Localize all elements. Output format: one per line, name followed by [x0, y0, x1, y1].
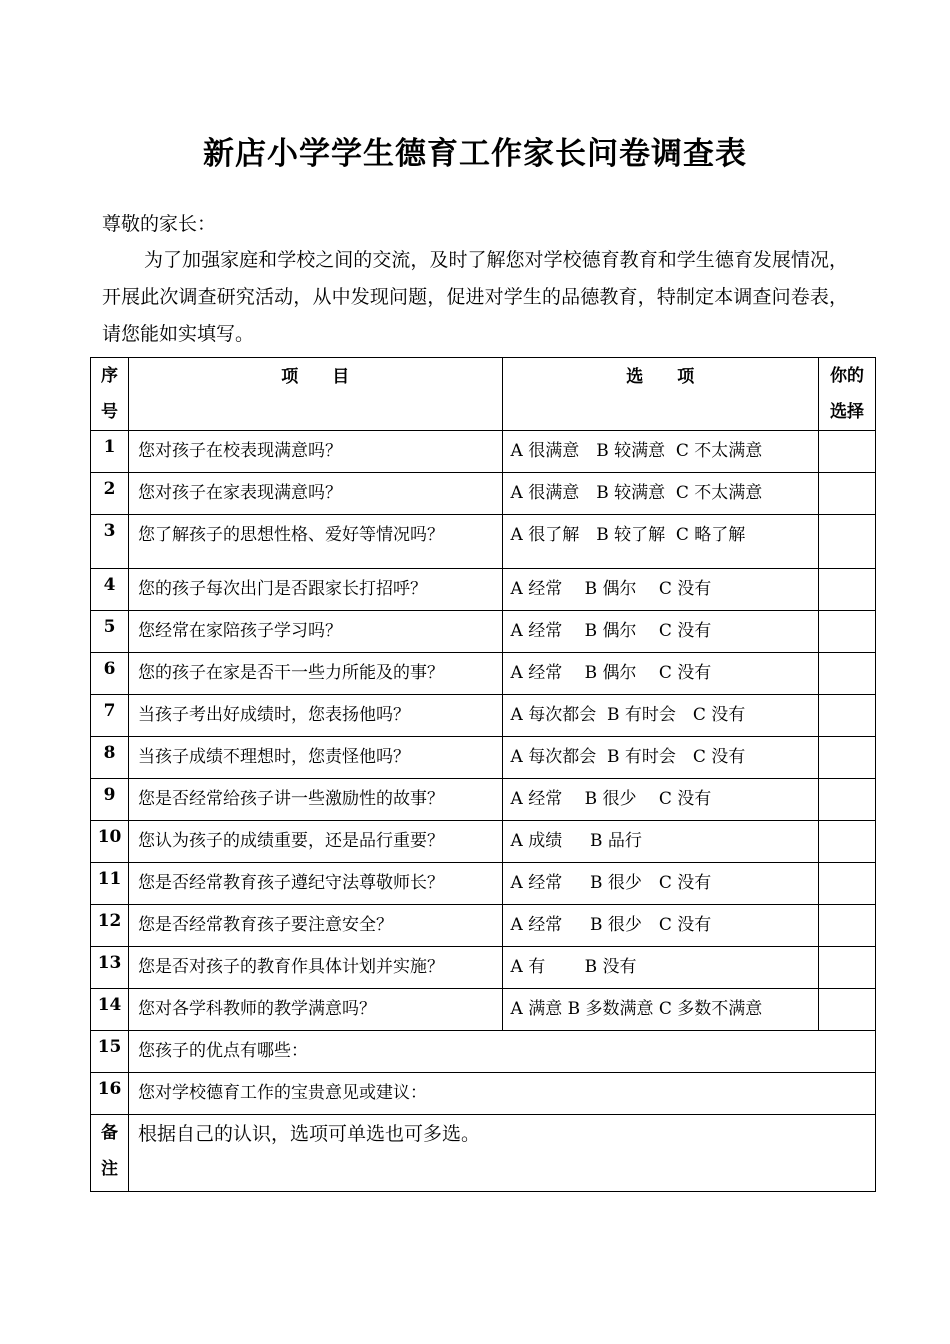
header-number-line2: 号	[101, 402, 119, 422]
header-number	[91, 358, 129, 431]
answer-options: A 满意 B 多数满意 C 多数不满意	[502, 989, 818, 1031]
choice-cell[interactable]	[818, 821, 875, 863]
note-label	[91, 1115, 129, 1192]
note-label-line2: 注	[101, 1159, 119, 1179]
table-row	[91, 473, 876, 515]
row-number: 12	[91, 905, 129, 947]
question-text: 您的孩子每次出门是否跟家长打招呼？	[129, 569, 502, 611]
table-row	[91, 569, 876, 611]
question-text: 您对各学科教师的教学满意吗？	[129, 989, 502, 1031]
note-row	[91, 1115, 876, 1192]
answer-options: A 每次都会 B 有时会 C 没有	[502, 695, 818, 737]
choice-cell[interactable]	[818, 473, 875, 515]
table-header-row	[91, 358, 876, 431]
table-row	[91, 821, 876, 863]
header-options: 选 项	[502, 358, 818, 431]
row-number: 6	[91, 653, 129, 695]
row-number: 14	[91, 989, 129, 1031]
answer-options: A 经常 B 很少 C 没有	[502, 905, 818, 947]
answer-options: A 很了解 B 较了解 C 略了解	[502, 515, 818, 569]
answer-options: A 很满意 B 较满意 C 不太满意	[502, 473, 818, 515]
choice-cell[interactable]	[818, 695, 875, 737]
table-row	[91, 515, 876, 569]
row-number: 2	[91, 473, 129, 515]
note-label-line1: 备	[101, 1123, 119, 1143]
open-question-row	[91, 1031, 876, 1073]
row-number: 8	[91, 737, 129, 779]
choice-cell[interactable]	[818, 779, 875, 821]
question-text: 您是否经常教育孩子遵纪守法尊敬师长？	[129, 863, 502, 905]
choice-cell[interactable]	[818, 653, 875, 695]
choice-cell[interactable]	[818, 863, 875, 905]
open-question-text[interactable]: 您对学校德育工作的宝贵意见或建议：	[129, 1073, 876, 1115]
greeting: 尊敬的家长：	[102, 213, 217, 235]
row-number: 10	[91, 821, 129, 863]
row-number: 9	[91, 779, 129, 821]
question-text: 您对孩子在家表现满意吗？	[129, 473, 502, 515]
row-number: 16	[91, 1073, 129, 1115]
header-number-line1: 序	[101, 366, 119, 386]
choice-cell[interactable]	[818, 431, 875, 473]
table-row	[91, 779, 876, 821]
table-row	[91, 653, 876, 695]
answer-options: A 经常 B 偶尔 C 没有	[502, 611, 818, 653]
choice-cell[interactable]	[818, 611, 875, 653]
row-number: 7	[91, 695, 129, 737]
header-choice	[818, 358, 875, 431]
note-text: 根据自己的认识，选项可单选也可多选。	[129, 1115, 876, 1192]
row-number: 3	[91, 515, 129, 569]
open-question-text[interactable]: 您孩子的优点有哪些：	[129, 1031, 876, 1073]
question-text: 您了解孩子的思想性格、爱好等情况吗？	[129, 515, 502, 569]
answer-options: A 经常 B 偶尔 C 没有	[502, 569, 818, 611]
choice-cell[interactable]	[818, 737, 875, 779]
survey-table	[90, 357, 876, 1192]
answer-options: A 有 B 没有	[502, 947, 818, 989]
row-number: 13	[91, 947, 129, 989]
table-row	[91, 989, 876, 1031]
question-text: 您的孩子在家是否干一些力所能及的事？	[129, 653, 502, 695]
choice-cell[interactable]	[818, 989, 875, 1031]
intro-paragraph: 为了加强家庭和学校之间的交流，及时了解您对学校德育教育和学生德育发展情况，开展此次调查研究活动，从中发现问题，促进对学生的品德教育，特制定本调查问卷表，请您能如实填写。	[102, 249, 848, 345]
choice-cell[interactable]	[818, 905, 875, 947]
answer-options: A 成绩 B 品行	[502, 821, 818, 863]
header-choice-line2: 选择	[829, 402, 864, 422]
row-number: 15	[91, 1031, 129, 1073]
choice-cell[interactable]	[818, 947, 875, 989]
question-text: 您认为孩子的成绩重要，还是品行重要？	[129, 821, 502, 863]
header-item: 项 目	[129, 358, 502, 431]
choice-cell[interactable]	[818, 515, 875, 569]
open-question-row	[91, 1073, 876, 1115]
question-text: 您是否经常给孩子讲一些激励性的故事？	[129, 779, 502, 821]
question-text: 当孩子考出好成绩时，您表扬他吗？	[129, 695, 502, 737]
header-choice-line1: 你的	[829, 366, 864, 386]
choice-cell[interactable]	[818, 569, 875, 611]
question-text: 您是否对孩子的教育作具体计划并实施？	[129, 947, 502, 989]
question-text: 您经常在家陪孩子学习吗？	[129, 611, 502, 653]
page-title: 新店小学学生德育工作家长问卷调查表	[203, 136, 747, 172]
answer-options: A 每次都会 B 有时会 C 没有	[502, 737, 818, 779]
question-text: 您对孩子在校表现满意吗？	[129, 431, 502, 473]
answer-options: A 经常 B 偶尔 C 没有	[502, 653, 818, 695]
row-number: 11	[91, 863, 129, 905]
table-row	[91, 737, 876, 779]
row-number: 5	[91, 611, 129, 653]
answer-options: A 经常 B 很少 C 没有	[502, 779, 818, 821]
table-row	[91, 863, 876, 905]
table-row	[91, 905, 876, 947]
answer-options: A 经常 B 很少 C 没有	[502, 863, 818, 905]
question-text: 当孩子成绩不理想时，您责怪他吗？	[129, 737, 502, 779]
question-text: 您是否经常教育孩子要注意安全？	[129, 905, 502, 947]
table-row	[91, 947, 876, 989]
table-row	[91, 611, 876, 653]
table-row	[91, 695, 876, 737]
table-row	[91, 431, 876, 473]
row-number: 1	[91, 431, 129, 473]
row-number: 4	[91, 569, 129, 611]
answer-options: A 很满意 B 较满意 C 不太满意	[502, 431, 818, 473]
